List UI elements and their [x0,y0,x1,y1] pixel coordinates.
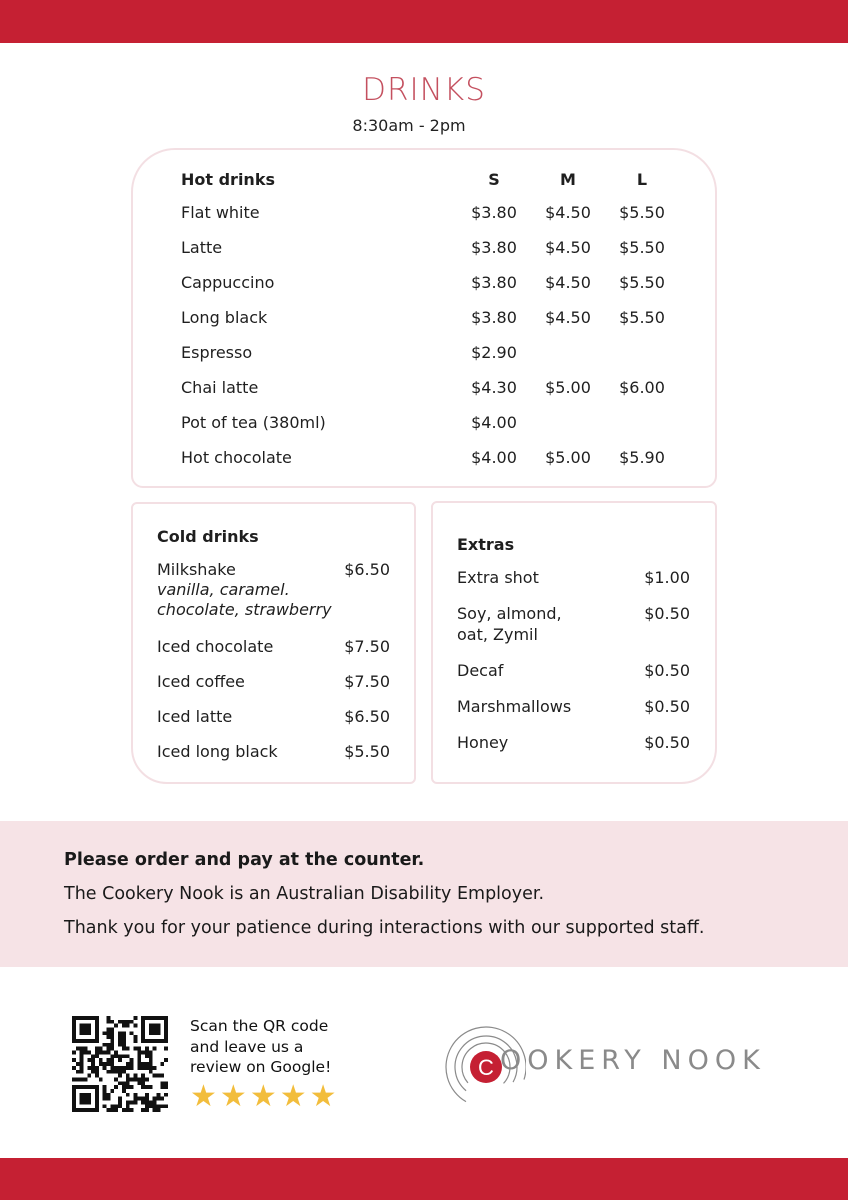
notice-patience-line: Thank you for your patience during interactions with our supported staff. [64,918,705,938]
notice-employer-line: The Cookery Nook is an Australian Disability Employer. [64,884,545,904]
hot-drink-name: Latte [181,238,223,257]
extra-name: Extra shot [457,568,539,587]
price-large: $5.90 [619,448,665,467]
extra-name: Marshmallows [457,697,572,716]
price-small: $4.30 [471,378,517,397]
price-medium: $5.00 [545,378,591,397]
price-medium: $5.00 [545,448,591,467]
price-large: $5.50 [619,203,665,222]
hot-drink-name: Pot of tea (380ml) [181,413,326,432]
milkshake-name: Milkshake [157,560,236,579]
milkshake-flavours-1: vanilla, caramel. [157,580,290,599]
notice-order-line: Please order and pay at the counter. [64,850,425,870]
qr-instructions-line-3: review on Google! [190,1058,332,1076]
price-medium: $4.50 [545,273,591,292]
price-large: $5.50 [619,273,665,292]
cold-drink-name: Iced chocolate [157,637,274,656]
price-large: $6.00 [619,378,665,397]
cold-drink-price: $7.50 [344,672,390,691]
hot-drink-name: Long black [181,308,268,327]
extras-heading: Extras [457,535,515,554]
size-header-small: S [488,170,500,189]
price-small: $3.80 [471,308,517,327]
price-small: $4.00 [471,413,517,432]
hot-drink-name: Hot chocolate [181,448,292,467]
extra-price: $0.50 [644,697,690,716]
hot-drink-name: Chai latte [181,378,259,397]
cold-drink-price: $6.50 [344,707,390,726]
price-small: $2.90 [471,343,517,362]
hot-drink-name: Espresso [181,343,253,362]
hot-drinks-heading: Hot drinks [181,170,275,189]
extra-name-line-2: oat, Zymil [457,625,538,644]
price-large: $5.50 [619,308,665,327]
cold-drinks-heading: Cold drinks [157,527,259,546]
star-icon: ★ [249,1079,277,1114]
price-small: $3.80 [471,238,517,257]
cold-drink-name: Iced coffee [157,672,245,691]
extra-name: Soy, almond, [457,604,562,623]
hot-drink-name: Cappuccino [181,273,275,292]
page-title: DRINKS [362,72,486,108]
price-small: $3.80 [471,203,517,222]
bottom-red-band [0,1158,848,1200]
cold-drink-price: $5.50 [344,742,390,761]
cold-drink-name: Iced long black [157,742,278,761]
star-icon: ★ [190,1079,217,1114]
price-small: $3.80 [471,273,517,292]
price-medium: $4.50 [545,238,591,257]
cold-drink-name: Iced latte [157,707,233,726]
star-icon: ★ [219,1079,247,1114]
price-medium: $4.50 [545,203,591,222]
extra-price: $0.50 [644,604,690,623]
extra-price: $0.50 [644,661,690,680]
hot-drink-name: Flat white [181,203,260,222]
size-header-medium: M [560,170,576,189]
opening-hours: 8:30am - 2pm [352,116,466,135]
qr-instructions-line-1: Scan the QR code [190,1017,329,1035]
top-red-band [0,0,848,43]
notice-band [0,821,848,967]
price-medium: $4.50 [545,308,591,327]
qr-code[interactable] [72,1016,168,1112]
milkshake-price: $6.50 [344,560,390,579]
extra-price: $1.00 [644,568,690,587]
price-small: $4.00 [471,448,517,467]
star-icon: ★ [279,1079,307,1114]
star-icon: ★ [309,1079,337,1114]
price-large: $5.50 [619,238,665,257]
milkshake-flavours-2: chocolate, strawberry [157,600,332,619]
extra-price: $0.50 [644,733,690,752]
logo-wordmark: OOKERY NOOK [500,1045,766,1076]
extra-name: Decaf [457,661,504,680]
size-header-large: L [636,170,648,189]
logo-initial: C [478,1055,494,1080]
extra-name: Honey [457,733,509,752]
qr-instructions [190,1016,331,1078]
qr-instructions-line-2: and leave us a [190,1037,304,1056]
star-rating [190,1079,337,1114]
cold-drink-price: $7.50 [344,637,390,656]
